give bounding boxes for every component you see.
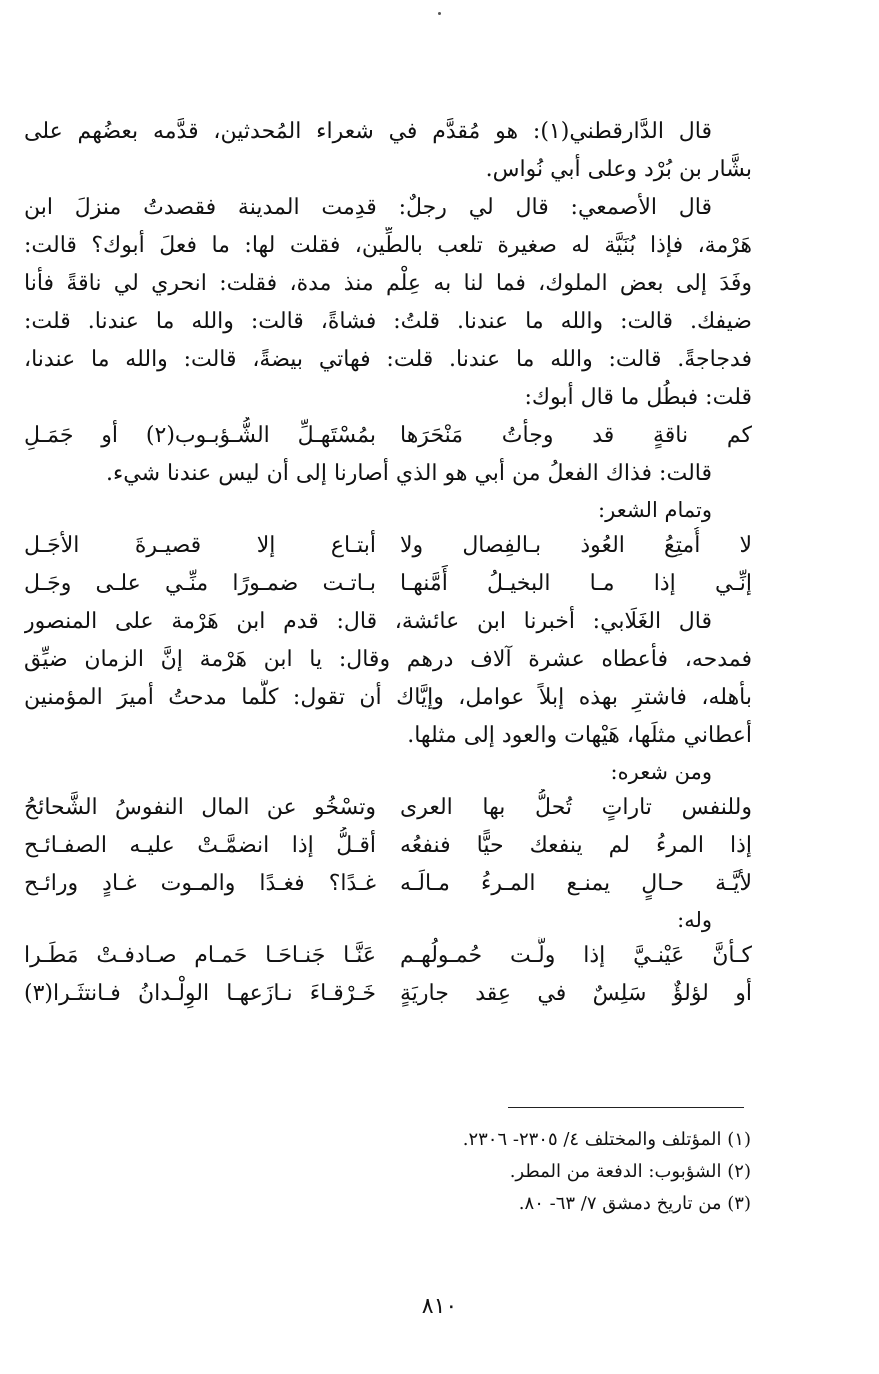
verse-line	[24, 865, 752, 903]
verse-first-half: لا أُمتِعُ العُوذ بـالفِصال ولا	[400, 533, 752, 558]
verse-line	[24, 565, 752, 603]
verse-line	[24, 827, 752, 865]
page-number: ٨١٠	[421, 1294, 458, 1319]
verse-first-half: لأيَّـة حـالٍ يمنـع المـرءُ مـالَـه	[400, 871, 752, 896]
text-line: بشَّار بن بُرْد وعلى أبي نُواس.	[485, 157, 752, 182]
footnote: (٣) من تاريخ دمشق ٧/ ٦٣- ٨٠.	[518, 1193, 751, 1214]
top-mark	[438, 12, 441, 15]
text-line: بأهله، فاشترِ بهذه إبلاً عوامل، وإيَّاك أن تقول: كلَّما مدحتُ أميرَ المؤمنين	[24, 685, 752, 710]
verse-line	[24, 527, 752, 565]
verse-first-half: كم ناقةٍ قد وجأتُ مَنْحَرَها	[400, 423, 752, 448]
verse-second-half: أبتـاع إلا قصيـرةَ الأجَـل	[24, 533, 376, 558]
text-line: قالت: فذاك الفعلُ من أبي هو الذي أصارنا إلى أن ليس عندنا شيء.	[105, 461, 712, 486]
verse-second-half: خَـرْقـاءَ نـازَعهـا الوِلْـدانُ فـانتثَـرا(٣)	[24, 981, 376, 1006]
verse-second-half: وتسْخُو عن المال النفوسُ الشَّحائحُ	[24, 795, 376, 820]
verse-second-half: غـدًا؟ فغـدًا والمـوت غـادٍ ورائـح	[24, 871, 376, 896]
text-line: ضيفك. قالت: والله ما عندنا. قلتُ: فشاةً، قالت: والله ما عندنا. قلت:	[24, 309, 752, 334]
verse-line	[24, 789, 752, 827]
footnote: (٢) الشؤبوب: الدفعة من المطر.	[509, 1161, 751, 1182]
text-line: قال الغَلَابي: أخبرنا ابن عائشة، قال: قدم ابن هَرْمة على المنصور	[24, 609, 712, 634]
verse-line	[24, 975, 752, 1013]
text-line: أعطاني مثلَها، هَيْهات والعود إلى مثلها.	[407, 723, 752, 748]
text-line: فدجاجةً. قالت: والله ما عندنا. قلت: فهاتي بيضةً، قالت: والله ما عندنا،	[24, 347, 752, 372]
text-line: وفَدَ إلى بعض الملوك، فما لنا به عِلْم منذ مدة، فقلت: انحري لي ناقةً فأنا	[24, 271, 752, 296]
verse-second-half: أقـلُّ إذا انضمَّـتْ عليـه الصفـائـح	[24, 833, 376, 858]
main-text	[24, 113, 752, 1013]
verse-second-half: بمُسْتَهـلِّ الشُّـؤبـوب(٢) أو جَمَـلِ	[24, 423, 376, 448]
section-label: وتمام الشعر:	[598, 498, 712, 522]
verse-line	[24, 417, 752, 455]
text-line: قال الدَّارقطني(١): هو مُقدَّم في شعراء المُحدثين، قدَّمه بعضُهم على	[24, 119, 712, 144]
verse-first-half: وللنفس تاراتٍ تُحلُّ بها العرى	[400, 795, 752, 820]
text-line: فمدحه، فأعطاه عشرة آلاف درهم وقال: يا ابن هَرْمة إنَّ الزمان ضيِّق	[24, 647, 752, 672]
text-line: قال الأصمعي: قال لي رجلٌ: قدِمت المدينة فقصدتُ منزلَ ابن	[24, 195, 712, 220]
verse-first-half: أو لؤلؤٌ سَلِسٌ في عِقد جاريَةٍ	[400, 981, 752, 1006]
verse-line	[24, 937, 752, 975]
verse-first-half: إنِّـي إذا مـا البخيـلُ أَمَّنهـا	[400, 571, 752, 596]
verse-second-half: بـاتـت ضمـورًا منِّـي علـى وجَـل	[24, 571, 376, 596]
footnote: (١) المؤتلف والمختلف ٤/ ٢٣٠٥- ٢٣٠٦.	[462, 1129, 751, 1150]
verse-first-half: إذا المرءُ لم ينفعك حيًّا فنفعُه	[400, 833, 752, 858]
verse-first-half: كـأنَّ عَيْنـيَّ إذا ولَّـت حُمـولُهـم	[400, 943, 752, 968]
section-label: وله:	[677, 908, 712, 932]
section-label: ومن شعره:	[610, 760, 712, 784]
verse-second-half: عَنَّـا جَنـاحَـا حَمـام صـادفـتْ مَطَـرا	[24, 943, 376, 968]
text-line: هَرْمة، فإذا بُنَيَّة له صغيرة تلعب بالطِّين، فقلت لها: ما فعلَ أبوك؟ قالت:	[24, 233, 752, 258]
footnote-separator	[508, 1107, 744, 1108]
text-line: قلت: فبطُل ما قال أبوك:	[524, 385, 752, 410]
